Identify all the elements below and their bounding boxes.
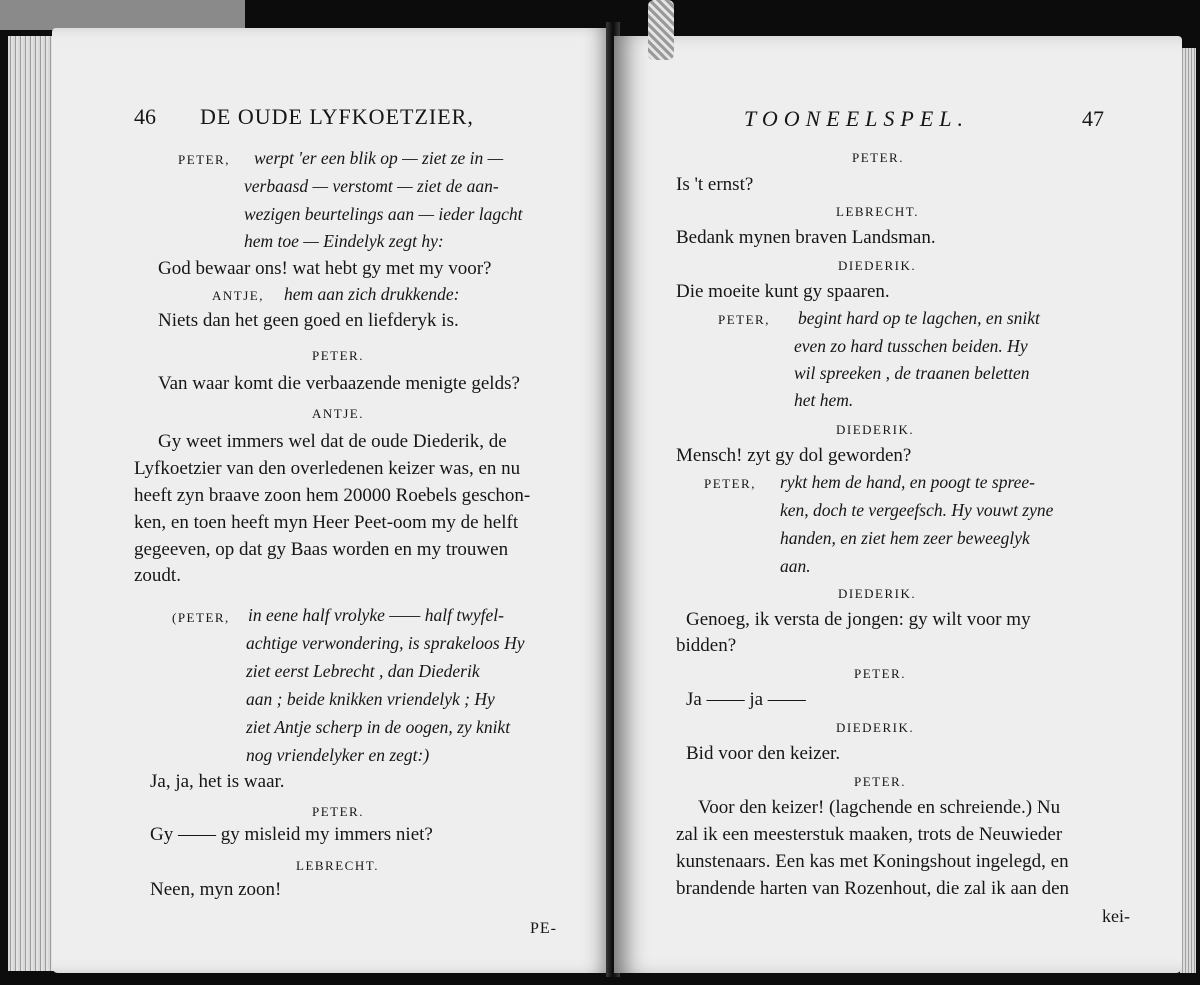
- speaker-name: PETER.: [312, 804, 364, 819]
- open-book: [8, 22, 1196, 977]
- dialogue-line: Neen, myn zoon!: [150, 879, 282, 900]
- stage-direction: hem toe — Eindelyk zegt hy:: [244, 231, 444, 251]
- dialogue-line: God bewaar ons! wat hebt gy met my voor?: [158, 258, 492, 279]
- page-number: 46: [134, 104, 156, 129]
- dialogue-line: Genoeg, ik versta de jongen: gy wilt voor my: [686, 609, 1031, 630]
- speaker-name: DIEDERIK.: [838, 258, 917, 273]
- dialogue-line: Bid voor den keizer.: [686, 743, 841, 764]
- stage-direction: hem aan zich drukkende:: [284, 284, 460, 304]
- stage-direction: handen, en ziet hem zeer beweeglyk: [780, 528, 1030, 548]
- stage-direction: achtige verwondering, is sprakeloos Hy: [246, 633, 525, 653]
- dialogue-line: Gy weet immers wel dat de oude Diederik, de: [158, 431, 507, 452]
- speaker-name: ANTJE,: [212, 288, 264, 303]
- speaker-name: PETER,: [718, 312, 770, 327]
- speaker-name: PETER.: [854, 666, 906, 681]
- catchword: kei-: [1102, 906, 1130, 926]
- running-head: DE OUDE LYFKOETZIER,: [200, 104, 474, 129]
- stage-direction: wezigen beurtelings aan — ieder lagcht: [244, 204, 523, 224]
- speaker-name: DIEDERIK.: [836, 720, 915, 735]
- right-page: [614, 36, 1182, 973]
- stage-direction: begint hard op te lagchen, en snikt: [798, 308, 1040, 328]
- stage-direction: rykt hem de hand, en poogt te spree-: [780, 472, 1035, 492]
- speaker-name: ANTJE.: [312, 406, 364, 421]
- speaker-name: DIEDERIK.: [838, 586, 917, 601]
- stage-direction: werpt 'er een blik op — ziet ze in —: [254, 148, 504, 168]
- dialogue-line: Bedank mynen braven Landsman.: [676, 227, 936, 248]
- catchword: PE-: [530, 920, 557, 937]
- page-edges-right: [1180, 48, 1196, 973]
- stage-direction: ken, doch te vergeefsch. Hy vouwt zyne: [780, 500, 1054, 520]
- speaker-name: PETER.: [852, 150, 904, 165]
- dialogue-line: zoudt.: [134, 565, 181, 586]
- stage-direction: verbaasd — verstomt — ziet de aan-: [244, 176, 499, 196]
- dialogue-line: kunstenaars. Een kas met Koningshout ingelegd, en: [676, 851, 1069, 872]
- dialogue-line: heeft zyn braave zoon hem 20000 Roebels geschon-: [134, 485, 531, 506]
- stage-direction: het hem.: [794, 390, 854, 410]
- speaker-name: PETER.: [312, 348, 364, 363]
- dialogue-line: Lyfkoetzier van den overledenen keizer was, en nu: [134, 458, 521, 479]
- dialogue-line: Is 't ernst?: [676, 174, 754, 195]
- dialogue-line: Die moeite kunt gy spaaren.: [676, 281, 890, 302]
- dialogue-line: Voor den keizer! (lagchende en schreiende.) Nu: [698, 797, 1061, 818]
- dialogue-line: gegeeven, op dat gy Baas worden en my trouwen: [134, 539, 509, 560]
- dialogue-line: Gy —— gy misleid my immers niet?: [150, 824, 433, 845]
- stage-direction: nog vriendelyker en zegt:): [246, 745, 430, 765]
- running-head: TOONEELSPEL.: [744, 106, 970, 131]
- page-number: 47: [1082, 106, 1104, 131]
- speaker-name: PETER,: [704, 476, 756, 491]
- stage-direction: in eene half vrolyke —— half twyfel-: [248, 605, 504, 625]
- left-page: [52, 28, 612, 973]
- stage-direction: ziet Antje scherp in de oogen, zy knikt: [246, 717, 511, 737]
- dialogue-line: brandende harten van Rozenhout, die zal ik aan den: [676, 878, 1070, 899]
- stage-direction: aan.: [780, 556, 811, 576]
- stage-direction: aan ; beide knikken vriendelyk ; Hy: [246, 689, 495, 709]
- speaker-name: LEBRECHT.: [296, 858, 379, 873]
- dialogue-line: Van waar komt die verbaazende menigte gelds?: [158, 373, 520, 394]
- dialogue-line: bidden?: [676, 635, 737, 656]
- dialogue-line: zal ik een meesterstuk maaken, trots de Neuwieder: [676, 824, 1063, 845]
- stage-direction: ziet eerst Lebrecht , dan Diederik: [246, 661, 480, 681]
- bookmark-ribbon: [648, 0, 674, 60]
- dialogue-line: Ja —— ja ——: [686, 689, 806, 710]
- speaker-name: (PETER,: [172, 610, 230, 625]
- stage-direction: even zo hard tusschen beiden. Hy: [794, 336, 1028, 356]
- dialogue-line: Niets dan het geen goed en liefderyk is.: [158, 310, 459, 331]
- dialogue-line: Mensch! zyt gy dol geworden?: [676, 445, 912, 466]
- speaker-name: DIEDERIK.: [836, 422, 915, 437]
- speaker-name: LEBRECHT.: [836, 204, 919, 219]
- dialogue-line: ken, en toen heeft myn Heer Peet-oom my de helft: [134, 512, 519, 533]
- dialogue-line: Ja, ja, het is waar.: [150, 771, 285, 792]
- speaker-name: PETER,: [178, 152, 230, 167]
- stage-direction: wil spreeken , de traanen beletten: [794, 363, 1030, 383]
- speaker-name: PETER.: [854, 774, 906, 789]
